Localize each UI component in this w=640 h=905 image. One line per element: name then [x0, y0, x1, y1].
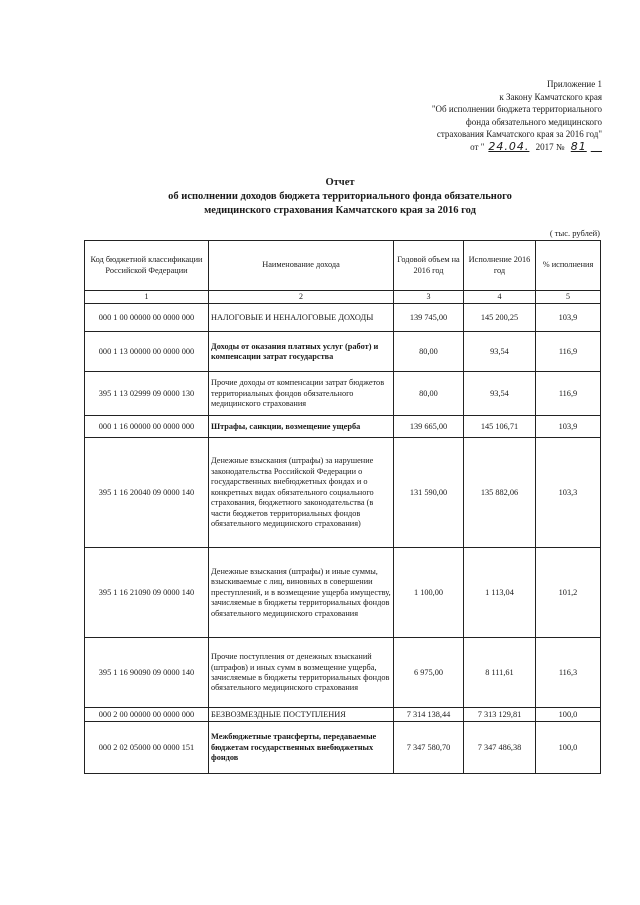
fact-cell: 93,54: [464, 372, 536, 416]
name-cell: Доходы от оказания платных услуг (работ) и компенсации затрат государства: [209, 332, 394, 372]
date-suffix: 2017 №: [535, 141, 565, 152]
column-header: Исполнение 2016 год: [464, 241, 536, 291]
income-report-table: [84, 240, 601, 774]
appendix-line: "Об исполнении бюджета территориального: [431, 104, 602, 114]
code-cell: 395 1 16 20040 09 0000 140: [85, 438, 209, 548]
percent-cell: 100,0: [536, 708, 601, 722]
code-cell: 395 1 13 02999 09 0000 130: [85, 372, 209, 416]
plan-cell: 7 347 580,70: [394, 722, 464, 774]
table-row: [85, 438, 601, 548]
column-number: 4: [464, 291, 536, 304]
table-row: [85, 548, 601, 638]
column-number: 1: [85, 291, 209, 304]
table-row: [85, 332, 601, 372]
appendix-line: к Закону Камчатского края: [499, 91, 602, 102]
plan-cell: 139 745,00: [394, 304, 464, 332]
column-number-row: [85, 291, 601, 304]
units-label: ( тыс. рублей): [549, 228, 600, 238]
percent-cell: 116,9: [536, 332, 601, 372]
percent-cell: 116,9: [536, 372, 601, 416]
appendix-line: фонда обязательного медицинского: [465, 116, 602, 127]
percent-cell: 116,3: [536, 638, 601, 708]
fact-cell: 7 347 486,38: [464, 722, 536, 774]
column-header: % исполнения: [536, 241, 601, 291]
name-cell: Штрафы, санкции, возмещение ущерба: [209, 416, 394, 438]
plan-cell: 139 665,00: [394, 416, 464, 438]
table-row: [85, 372, 601, 416]
fact-cell: 93,54: [464, 332, 536, 372]
column-header: Наименование дохода: [209, 241, 394, 291]
date-prefix: от ": [470, 141, 485, 152]
fact-cell: 145 200,25: [464, 304, 536, 332]
law-date-line: [352, 141, 602, 154]
name-cell: Прочие поступления от денежных взысканий (штрафов) и иных сумм в возмещение ущерба, зачисляемые в бюджеты территориальных фондов обязательного медицинского страхования: [209, 638, 394, 708]
name-cell: Денежные взыскания (штрафы) за нарушение законодательства Российской Федерации о государственных внебюджетных фондах и о конкретных видах обязательного социального страхования, бюджетного законодательства (в части бюджетов территориальных фондов обязательного медицинского страхования): [209, 438, 394, 548]
plan-cell: 7 314 138,44: [394, 708, 464, 722]
name-cell: Прочие доходы от компенсации затрат бюджетов территориальных фондов обязательного медицинского страхования: [209, 372, 394, 416]
plan-cell: 80,00: [394, 332, 464, 372]
column-number: 5: [536, 291, 601, 304]
percent-cell: 103,9: [536, 416, 601, 438]
handwritten-date: 24.04.: [488, 139, 530, 153]
code-cell: 000 2 02 05000 00 0000 151: [85, 722, 209, 774]
plan-cell: 80,00: [394, 372, 464, 416]
appendix-line: страхования Камчатского края за 2016 год": [436, 129, 602, 139]
title-line: об исполнении доходов бюджета территориального фонда обязательного: [168, 191, 512, 202]
fact-cell: 8 111,61: [464, 638, 536, 708]
code-cell: 395 1 16 90090 09 0000 140: [85, 638, 209, 708]
title-line: медицинского страхования Камчатского края за 2016 год: [204, 205, 476, 216]
column-number: 2: [209, 291, 394, 304]
table-row: [85, 708, 601, 722]
report-title: [120, 176, 560, 218]
table-row: [85, 638, 601, 708]
code-cell: 395 1 16 21090 09 0000 140: [85, 548, 209, 638]
percent-cell: 101,2: [536, 548, 601, 638]
appendix-line: Приложение 1: [546, 79, 602, 89]
code-cell: 000 1 00 00000 00 0000 000: [85, 304, 209, 332]
code-cell: 000 2 00 00000 00 0000 000: [85, 708, 209, 722]
plan-cell: 131 590,00: [394, 438, 464, 548]
name-cell: БЕЗВОЗМЕЗДНЫЕ ПОСТУПЛЕНИЯ: [209, 708, 394, 722]
code-cell: 000 1 16 00000 00 0000 000: [85, 416, 209, 438]
table-row: [85, 722, 601, 774]
column-header: Годовой объем на 2016 год: [394, 241, 464, 291]
handwritten-number: 81: [570, 139, 587, 153]
table-row: [85, 416, 601, 438]
name-cell: НАЛОГОВЫЕ И НЕНАЛОГОВЫЕ ДОХОДЫ: [209, 304, 394, 332]
percent-cell: 103,3: [536, 438, 601, 548]
title-line: Отчет: [325, 177, 355, 188]
table-row: [85, 304, 601, 332]
name-cell: Денежные взыскания (штрафы) и иные суммы, взыскиваемые с лиц, виновных в совершении преступлений, и в возмещение ущерба имуществу, зачисляемые в бюджеты территориальных фондов обязательного медицинского страхования: [209, 548, 394, 638]
fact-cell: 1 113,04: [464, 548, 536, 638]
table-header-row: [85, 241, 601, 291]
column-number: 3: [394, 291, 464, 304]
name-cell: Межбюджетные трансферты, передаваемые бюджетам государственных внебюджетных фондов: [209, 722, 394, 774]
fact-cell: 145 106,71: [464, 416, 536, 438]
fact-cell: 7 313 129,81: [464, 708, 536, 722]
percent-cell: 100,0: [536, 722, 601, 774]
percent-cell: 103,9: [536, 304, 601, 332]
code-cell: 000 1 13 00000 00 0000 000: [85, 332, 209, 372]
column-header: Код бюджетной классификации Российской Федерации: [85, 241, 209, 291]
appendix-block: [352, 78, 602, 153]
plan-cell: 6 975,00: [394, 638, 464, 708]
fact-cell: 135 882,06: [464, 438, 536, 548]
plan-cell: 1 100,00: [394, 548, 464, 638]
